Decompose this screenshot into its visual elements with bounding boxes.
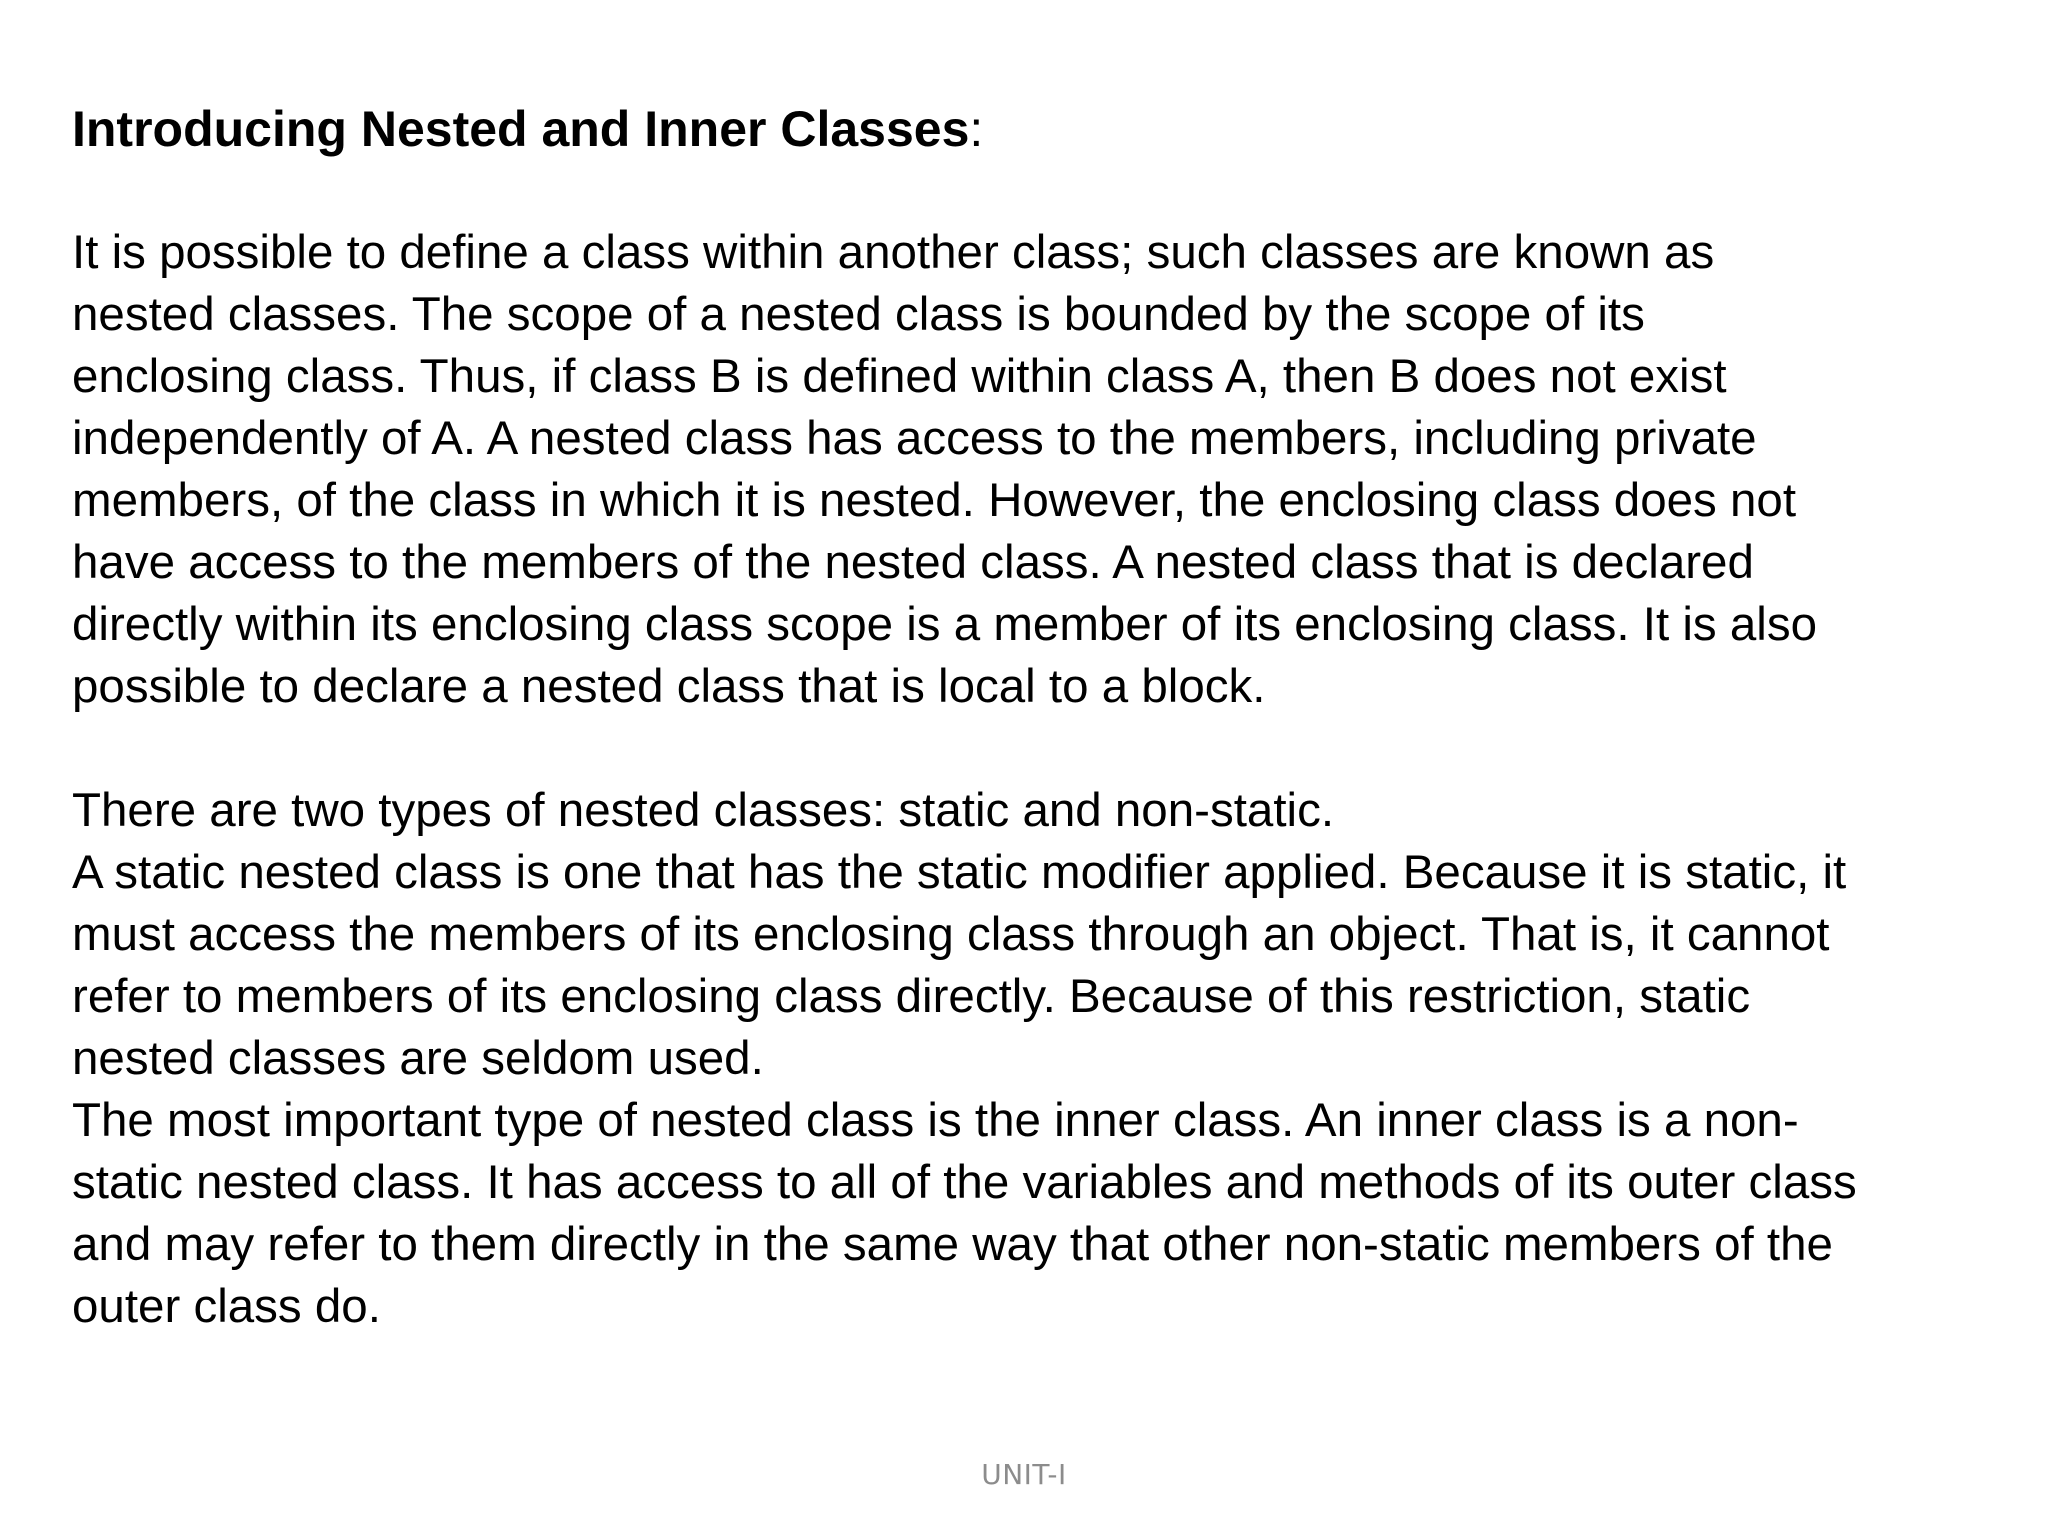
text-line: There are two types of nested classes: static and non-static. (72, 784, 1335, 837)
text-line: independently of A. A nested class has access to the members, including private (72, 412, 1757, 465)
text-line: static nested class. It has access to all of the variables and methods of its outer class (72, 1156, 1857, 1209)
text-line: and may refer to them directly in the same way that other non-static members of the (72, 1218, 1833, 1271)
page-title-text: Introducing Nested and Inner Classes (72, 101, 970, 157)
page-title (72, 98, 2012, 160)
text-line: outer class do. (72, 1280, 381, 1333)
text-line: It is possible to define a class within another class; such classes are known as (72, 226, 1715, 279)
text-line: A static nested class is one that has the static modifier applied. Because it is static, it (72, 846, 1847, 899)
text-line: nested classes. The scope of a nested class is bounded by the scope of its (72, 288, 1645, 341)
slide-footer: UNIT-I (981, 1458, 1067, 1491)
slide-content (72, 98, 2012, 1338)
text-line: have access to the members of the nested class. A nested class that is declared (72, 536, 1754, 589)
paragraph-spacer (72, 718, 2012, 780)
page-title-colon: : (969, 101, 984, 157)
paragraph-types (72, 780, 2012, 1338)
text-line: members, of the class in which it is nested. However, the enclosing class does not (72, 474, 1797, 527)
text-line: nested classes are seldom used. (72, 1032, 764, 1085)
text-line: possible to declare a nested class that is local to a block. (72, 660, 1266, 713)
text-line: directly within its enclosing class scope is a member of its enclosing class. It is also (72, 598, 1817, 651)
text-line: refer to members of its enclosing class directly. Because of this restriction, static (72, 970, 1751, 1023)
text-line: The most important type of nested class is the inner class. An inner class is a non- (72, 1094, 1799, 1147)
paragraph-intro (72, 222, 2012, 718)
text-line: must access the members of its enclosing class through an object. That is, it cannot (72, 908, 1830, 961)
text-line: enclosing class. Thus, if class B is defined within class A, then B does not exist (72, 350, 1727, 403)
